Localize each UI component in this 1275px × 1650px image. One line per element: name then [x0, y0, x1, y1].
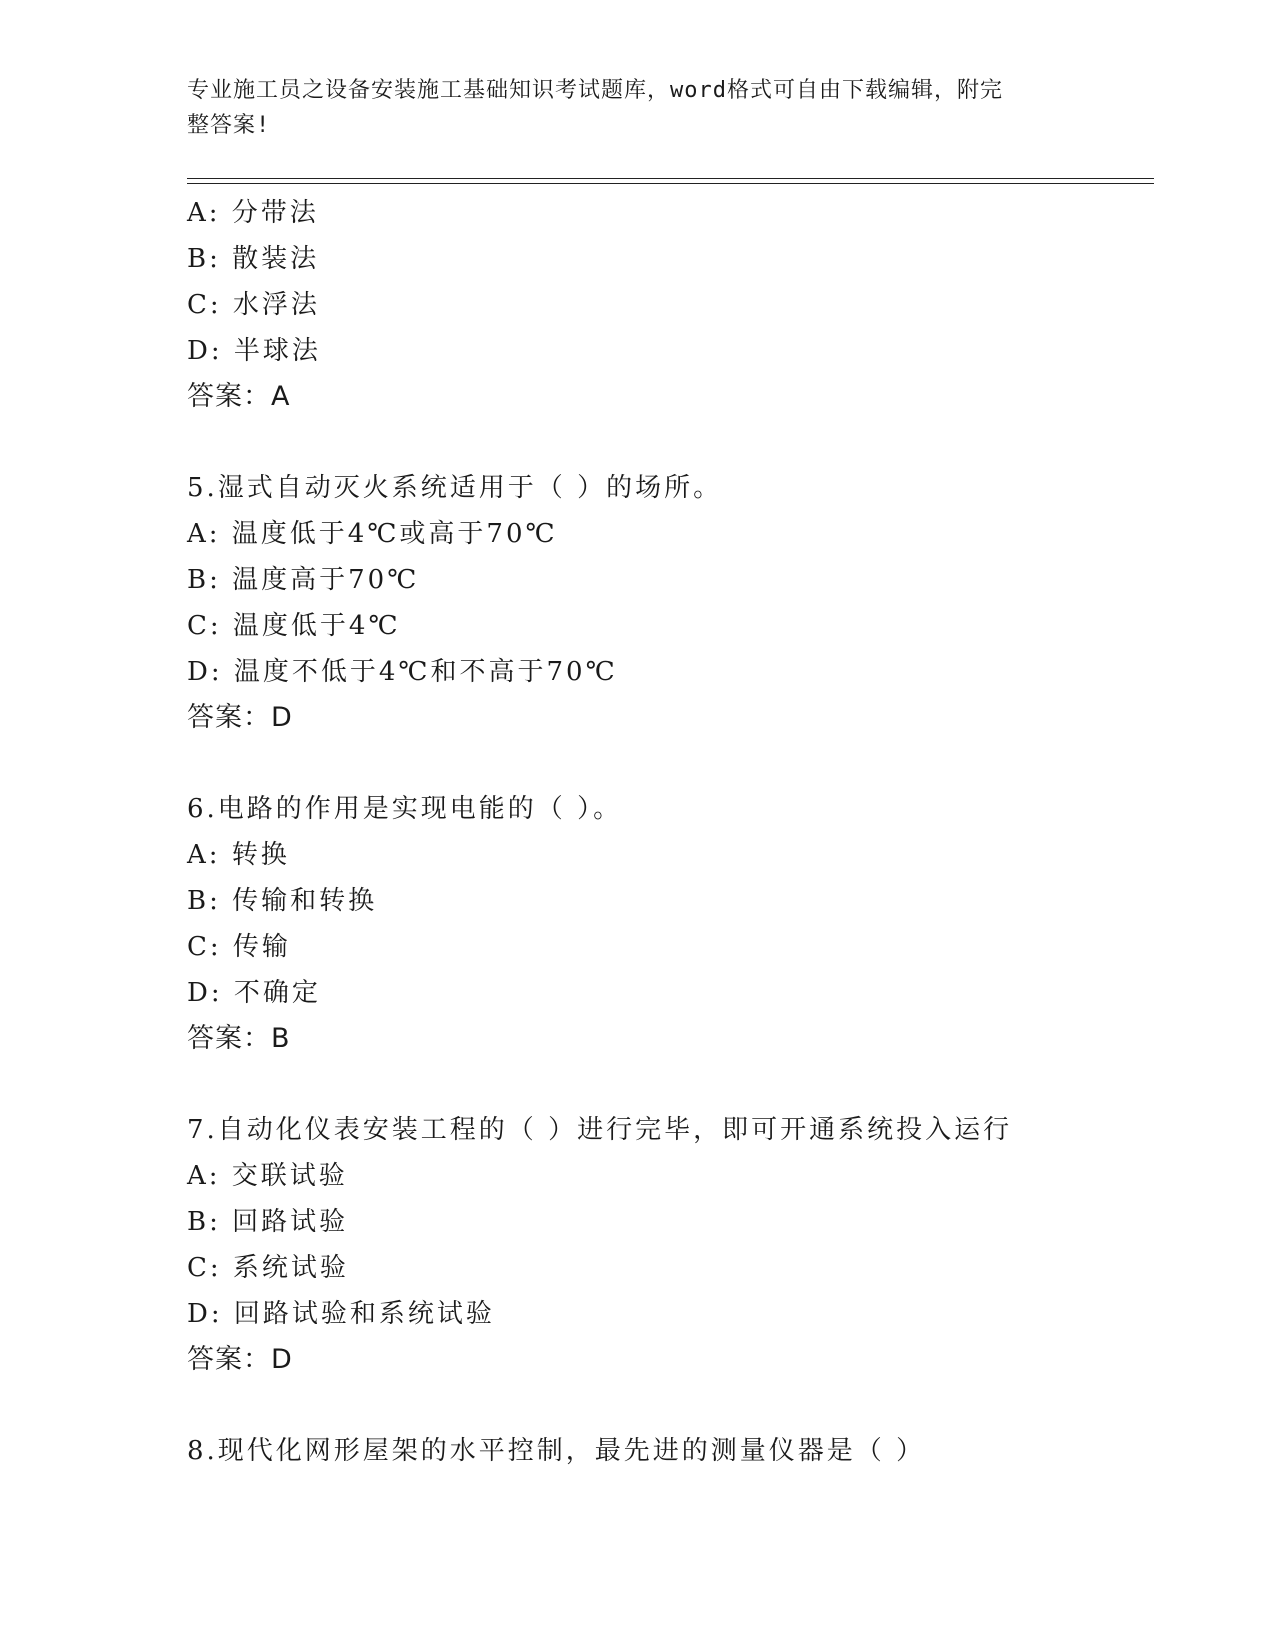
spacer — [187, 1062, 1154, 1107]
answer: 答案：D — [187, 702, 293, 733]
question-8 — [187, 1428, 1154, 1474]
option-b: B: 散装法 — [187, 244, 320, 274]
question-text: 6.电路的作用是实现电能的（ ）。 — [187, 794, 623, 824]
header-line-2: 整答案! — [187, 113, 271, 138]
header-line-1: 专业施工员之设备安装施工基础知识考试题库，word格式可自由下载编辑，附完 — [187, 78, 1003, 103]
option-a: A: 分带法 — [187, 198, 319, 228]
question-text: 7.自动化仪表安装工程的（ ）进行完毕，即可开通系统投入运行 — [187, 1115, 1013, 1145]
question-6 — [187, 786, 1154, 1062]
spacer — [187, 741, 1154, 786]
option-c: C: 传输 — [187, 932, 291, 962]
option-b: B: 温度高于70℃ — [187, 565, 420, 595]
option-c: C: 水浮法 — [187, 290, 320, 320]
question-text: 8.现代化网形屋架的水平控制，最先进的测量仪器是（ ） — [187, 1436, 926, 1466]
header-divider-bottom — [187, 183, 1154, 184]
option-c: C: 系统试验 — [187, 1253, 349, 1283]
question-4 — [187, 190, 1154, 420]
option-a: A: 转换 — [187, 840, 290, 870]
question-7 — [187, 1107, 1154, 1383]
option-d: D: 温度不低于4℃和不高于70℃ — [187, 657, 618, 687]
option-d: D: 不确定 — [187, 978, 321, 1008]
option-c: C: 温度低于4℃ — [187, 611, 401, 641]
answer: 答案：D — [187, 1344, 293, 1375]
question-5 — [187, 465, 1154, 741]
answer: 答案：A — [187, 381, 291, 412]
header-divider-top — [187, 178, 1154, 179]
option-d: D: 回路试验和系统试验 — [187, 1299, 495, 1329]
option-b: B: 传输和转换 — [187, 886, 378, 916]
spacer — [187, 1383, 1154, 1428]
option-a: A: 交联试验 — [187, 1161, 348, 1191]
option-a: A: 温度低于4℃或高于70℃ — [187, 519, 558, 549]
answer: 答案：B — [187, 1023, 291, 1054]
option-d: D: 半球法 — [187, 336, 321, 366]
question-list — [187, 190, 1154, 1474]
option-b: B: 回路试验 — [187, 1207, 349, 1237]
document-header — [187, 73, 1077, 143]
question-text: 5.湿式自动灭火系统适用于（ ）的场所。 — [187, 473, 723, 503]
spacer — [187, 420, 1154, 465]
